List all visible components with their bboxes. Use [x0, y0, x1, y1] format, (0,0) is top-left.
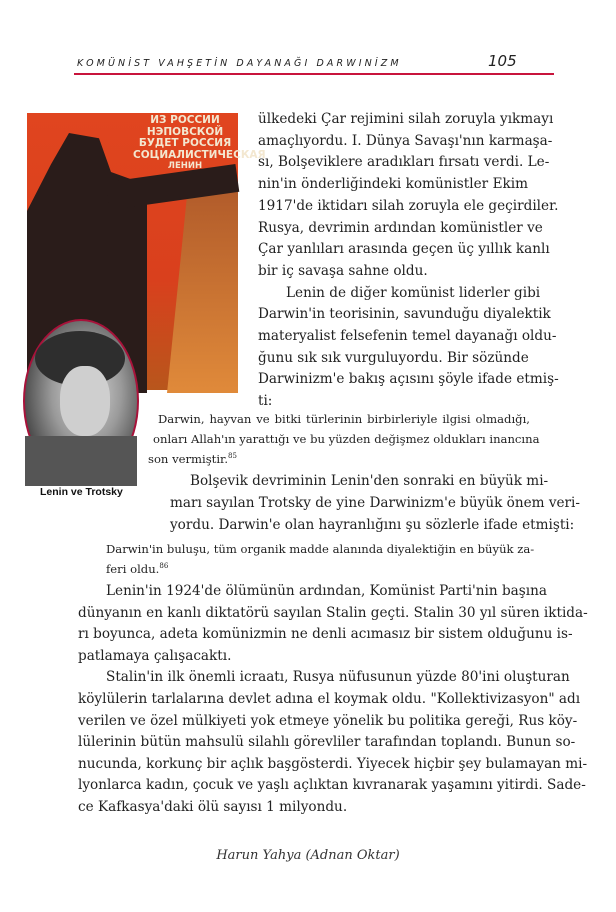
text-line — [258, 283, 541, 305]
text-line-content: Darwin, hayvan ve bitki türlerinin birbirleriyle ilgisi olmadığı, — [158, 412, 530, 426]
text-line-content: köylülerin tarlalarına devlet adına el koymak oldu. "Kollektivizasyon" adı — [78, 690, 581, 707]
text-line-content: bir iç savaşa sahne oldu. — [258, 262, 428, 279]
text-line-content: dünyanın en kanlı diktatörü sayılan Stalin geçti. Stalin 30 yıl süren iktida- — [78, 604, 588, 621]
text-line-content: sı, Bolşeviklere aradıkları fırsatı verdi. Le- — [258, 154, 550, 171]
text-line — [258, 261, 528, 283]
text-line — [78, 581, 547, 603]
text-line-content: marı sayılan Trotsky de yine Darwinizm'e büyük önem veri- — [170, 495, 580, 511]
text-line-content: yordu. Darwin'e olan hayranlığını şu sözlerle ifade etmişti: — [170, 517, 575, 533]
text-line-content: ce Kafkasya'daki ölü sayısı 1 milyondu. — [78, 798, 348, 815]
text-line — [78, 689, 581, 711]
text-line-content: feri oldu. — [106, 562, 160, 576]
text-line-content: nin'in önderliğindeki komünistler Ekim — [258, 176, 528, 193]
text-line — [78, 775, 586, 797]
paragraph-stalin — [78, 581, 588, 819]
text-line — [78, 732, 576, 754]
text-line — [258, 326, 557, 348]
text-line-content: patlamaya çalışacaktı. — [78, 647, 232, 664]
text-line — [78, 667, 570, 689]
quote-trotsky — [106, 539, 535, 579]
running-header-title: KOMÜNİST VAHŞETİN DAYANAĞI DARWINİZM — [77, 58, 402, 69]
text-line-content: Darwinizm'e bakış açısını şöyle ifade etmiş- — [258, 371, 559, 388]
text-line-content: Lenin de diğer komünist liderler gibi — [286, 284, 541, 301]
text-line — [78, 624, 573, 646]
text-line — [258, 152, 550, 174]
text-line-content: son vermiştir. — [148, 452, 229, 466]
text-line-content: Rusya, devrimin ardından komünistler ve — [258, 219, 543, 236]
paragraph-block-right-column — [258, 109, 559, 413]
text-line — [148, 429, 540, 449]
text-line — [106, 539, 535, 559]
poster-slogan: ИЗ РОССИИ НЭПОВСКОЙ БУДЕТ РОССИЯ СОЦИАЛИСТИЧЕСКАЯ ЛЕНИН — [133, 114, 266, 171]
text-line-content: verilen ve özel mülkiyeti yok etmeye yönelik bu politika gereği, Rus köy- — [78, 712, 578, 729]
text-line — [106, 559, 528, 579]
text-line — [258, 131, 553, 153]
text-line — [78, 711, 578, 733]
text-line — [170, 514, 575, 536]
text-line-content: Darwin'in buluşu, tüm organik madde alanında diyalektiğin en büyük za- — [106, 542, 535, 556]
page-number: 105 — [488, 52, 517, 70]
text-line — [258, 304, 551, 326]
paragraph-trotsky — [170, 470, 580, 536]
quote-lenin — [148, 409, 540, 469]
text-line — [78, 646, 528, 668]
footnote-marker: 86 — [159, 562, 169, 570]
text-line — [170, 492, 580, 514]
text-line-content: rı boyunca, adeta komünizmin ne denli acımasız bir sistem olduğunu is- — [78, 626, 573, 643]
text-line — [148, 409, 530, 429]
text-line-content: Stalin'in ilk önemli icraatı, Rusya nüfusunun yüzde 80'ini oluşturan — [106, 669, 570, 686]
text-line-content: amaçlıyordu. I. Dünya Savaşı'nın karmaşa- — [258, 132, 553, 149]
text-line — [78, 797, 528, 819]
text-line-content: ğunu sık sık vurguluyordu. Bir sözünde — [258, 349, 529, 366]
text-line-content: Lenin'in 1924'de ölümünün ardından, Komünist Parti'nin başına — [106, 583, 547, 599]
text-line-content: onları Allah'ın yarattığı ve bu yüzden değişmez oldukları inancına — [153, 432, 540, 446]
text-line — [258, 239, 550, 261]
text-line — [78, 754, 588, 776]
header-divider — [74, 73, 554, 75]
trotsky-portrait-image — [23, 319, 139, 483]
text-line — [258, 174, 528, 196]
text-line-content: Bolşevik devriminin Lenin'den sonraki en büyük mi- — [190, 473, 549, 489]
text-line-content: 1917'de iktidarı silah zoruyla ele geçirdiler. — [258, 197, 559, 214]
text-line-content: lülerinin bütün mahsulü silahlı görevliler tarafından toplandı. Bunun so- — [78, 734, 576, 751]
text-line-content: nucunda, korkunç bir açlık başgösterdi. Yiyecek hiçbir şey bulamayan mi- — [78, 755, 588, 772]
text-line — [258, 218, 543, 240]
text-line — [258, 369, 559, 391]
footer-author: Harun Yahya (Adnan Oktar) — [216, 848, 400, 863]
text-line — [78, 603, 588, 625]
image-caption: Lenin ve Trotsky — [40, 486, 123, 498]
text-line-content: ülkedeki Çar rejimini silah zoruyla yıkmayı — [258, 111, 554, 127]
text-line — [258, 348, 528, 370]
text-line-content: lyonlarca kadın, çocuk ve yaşlı açlıktan kıvranarak yaşamını yitirdi. Sade- — [78, 777, 586, 794]
text-line — [258, 196, 559, 218]
text-line-content: materyalist felsefenin temel dayanağı oldu- — [258, 328, 557, 345]
text-line — [148, 449, 530, 469]
text-line — [170, 470, 549, 492]
poster-cone — [167, 183, 238, 393]
text-line-content: Darwin'in teorisinin, savunduğu diyalektik — [258, 306, 551, 323]
text-line-content: Çar yanlıları arasında geçen üç yıllık kanlı — [258, 241, 550, 258]
text-line — [258, 109, 554, 131]
text-line-content: ti: — [258, 393, 273, 410]
footnote-marker: 85 — [228, 452, 237, 460]
